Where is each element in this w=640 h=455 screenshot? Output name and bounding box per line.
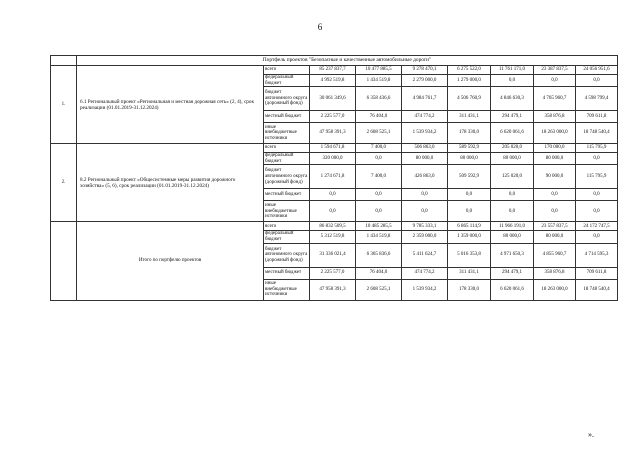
amount-cell: 506 863,0 <box>402 144 448 153</box>
amount-cell: 205 020,0 <box>491 144 534 153</box>
amount-cell: 6 275 522,0 <box>448 66 491 75</box>
amount-cell: 0,0 <box>402 201 448 222</box>
amount-cell: 509 592,9 <box>448 165 491 189</box>
amount-cell: 2 225 577,0 <box>310 111 356 123</box>
funding-table-body <box>51 56 618 301</box>
amount-cell: 85 237 837,7 <box>310 66 356 75</box>
funding-source: всего <box>264 222 310 231</box>
amount-cell: 125 020,0 <box>491 165 534 189</box>
amount-cell: 115 795,9 <box>576 165 618 189</box>
amount-cell: 1 434 519,8 <box>356 75 402 87</box>
table-row <box>51 144 618 153</box>
amount-cell: 1 594 671,8 <box>310 144 356 153</box>
amount-cell: 2 608 525,1 <box>356 279 402 300</box>
amount-cell: 80 000,0 <box>491 153 534 165</box>
amount-cell: 311 431,1 <box>448 111 491 123</box>
amount-cell: 0,0 <box>448 201 491 222</box>
amount-cell: 18 263 000,0 <box>534 123 576 144</box>
amount-cell: 294 479,1 <box>491 111 534 123</box>
amount-cell: 31 336 021,4 <box>310 243 356 267</box>
funding-source: местный бюджет <box>264 267 310 279</box>
funding-source: бюджет автономного округа (дорожный фонд) <box>264 87 310 111</box>
amount-cell: 0,0 <box>356 189 402 201</box>
amount-cell: 76 404,0 <box>356 111 402 123</box>
amount-cell: 6 358 436,6 <box>356 87 402 111</box>
amount-cell: 6 620 061,6 <box>491 279 534 300</box>
amount-cell: 1 434 519,8 <box>356 231 402 243</box>
amount-cell: 80 000,0 <box>402 153 448 165</box>
amount-cell: 76 404,0 <box>356 267 402 279</box>
portfolio-title: Портфель проектов "Безопасные и качественные автомобильные дороги" <box>77 56 618 66</box>
amount-cell: 47 958 391,3 <box>310 123 356 144</box>
amount-cell: 5 312 519,8 <box>310 231 356 243</box>
amount-cell: 4 714 595,3 <box>576 243 618 267</box>
table-row <box>51 66 618 75</box>
amount-cell: 6 365 836,6 <box>356 243 402 267</box>
amount-cell: 0,0 <box>576 231 618 243</box>
amount-cell: 115 795,9 <box>576 144 618 153</box>
amount-cell: 709 611,8 <box>576 111 618 123</box>
section-number: 1. <box>51 66 77 144</box>
amount-cell: 2 359 000,0 <box>402 231 448 243</box>
amount-cell: 294 479,1 <box>491 267 534 279</box>
amount-cell: 2 608 525,1 <box>356 123 402 144</box>
amount-cell: 0,0 <box>448 189 491 201</box>
funding-source: всего <box>264 144 310 153</box>
amount-cell: 4 992 519,8 <box>310 75 356 87</box>
funding-source: иные внебюджетные источники <box>264 279 310 300</box>
amount-cell: 709 611,8 <box>576 267 618 279</box>
amount-cell: 0,0 <box>491 201 534 222</box>
page-number: 6 <box>317 22 323 32</box>
amount-cell: 589 592,9 <box>448 144 491 153</box>
amount-cell: 80 000,0 <box>448 153 491 165</box>
amount-cell: 0,0 <box>402 189 448 201</box>
amount-cell: 0,0 <box>310 201 356 222</box>
amount-cell: 0,0 <box>576 189 618 201</box>
funding-source: федеральный бюджет <box>264 231 310 243</box>
amount-cell: 10 477 885,5 <box>356 66 402 75</box>
amount-cell: 80 000,0 <box>534 153 576 165</box>
funding-source: федеральный бюджет <box>264 153 310 165</box>
amount-cell: 18 748 540,4 <box>576 123 618 144</box>
amount-cell: 0,0 <box>576 201 618 222</box>
amount-cell: 0,0 <box>356 153 402 165</box>
amount-cell: 1 539 934,2 <box>402 279 448 300</box>
funding-table <box>50 55 618 301</box>
amount-cell: 178 330,0 <box>448 279 491 300</box>
section-number: 2. <box>51 144 77 222</box>
project-name: 8.2 Региональный проект «Общесистемные меры развития дорожного хозяйства» (5, 6), срок реализации (01.01.2019-31.12.2024) <box>77 144 264 222</box>
amount-cell: 80 000,0 <box>491 231 534 243</box>
amount-cell: 5 411 624,7 <box>402 243 448 267</box>
amount-cell: 86 832 509,5 <box>310 222 356 231</box>
amount-cell: 474 774,2 <box>402 267 448 279</box>
amount-cell: 426 863,0 <box>402 165 448 189</box>
section-number <box>51 222 77 300</box>
amount-cell: 0,0 <box>534 201 576 222</box>
funding-source: бюджет автономного округа (дорожный фонд) <box>264 243 310 267</box>
amount-cell: 0,0 <box>576 75 618 87</box>
funding-source: бюджет автономного округа (дорожный фонд) <box>264 165 310 189</box>
amount-cell: 358 876,8 <box>534 111 576 123</box>
amount-cell: 170 000,0 <box>534 144 576 153</box>
amount-cell: 0,0 <box>356 201 402 222</box>
funding-source: местный бюджет <box>264 189 310 201</box>
amount-cell: 10 485 285,5 <box>356 222 402 231</box>
amount-cell: 0,0 <box>576 153 618 165</box>
amount-cell: 6 620 061,6 <box>491 123 534 144</box>
amount-cell: 11 966 191,0 <box>491 222 534 231</box>
amount-cell: 4 855 960,7 <box>534 243 576 267</box>
amount-cell: 320 000,0 <box>310 153 356 165</box>
amount-cell: 178 330,0 <box>448 123 491 144</box>
amount-cell: 474 774,2 <box>402 111 448 123</box>
amount-cell: 18 263 000,0 <box>534 279 576 300</box>
amount-cell: 2 225 577,0 <box>310 267 356 279</box>
project-name: Итого по портфелю проектов <box>77 222 264 300</box>
amount-cell: 23 557 837,5 <box>534 222 576 231</box>
amount-cell: 23 387 837,5 <box>534 66 576 75</box>
amount-cell: 358 876,8 <box>534 267 576 279</box>
amount-cell: 9 785 333,1 <box>402 222 448 231</box>
funding-source: иные внебюджетные источники <box>264 201 310 222</box>
amount-cell: 80 000,0 <box>534 231 576 243</box>
funding-source: иные внебюджетные источники <box>264 123 310 144</box>
amount-cell: 4 598 799,4 <box>576 87 618 111</box>
amount-cell: 0,0 <box>491 189 534 201</box>
amount-cell: 24 172 747,5 <box>576 222 618 231</box>
amount-cell: 11 761 171,0 <box>491 66 534 75</box>
amount-cell: 24 056 951,6 <box>576 66 618 75</box>
amount-cell: 4 846 630,3 <box>491 87 534 111</box>
amount-cell: 4 506 760,9 <box>448 87 491 111</box>
amount-cell: 90 000,0 <box>534 165 576 189</box>
amount-cell: 0,0 <box>534 75 576 87</box>
amount-cell: 4 971 650,3 <box>491 243 534 267</box>
amount-cell: 30 061 349,6 <box>310 87 356 111</box>
project-name: 6.1 Региональный проект «Региональная и местная дорожная сеть» (2, 4), срок реализации (01.01.2019-31.12.2024) <box>77 66 264 144</box>
amount-cell: 311 431,1 <box>448 267 491 279</box>
amount-cell: 1 539 934,2 <box>402 123 448 144</box>
funding-source: федеральный бюджет <box>264 75 310 87</box>
amount-cell: 1 359 000,0 <box>448 231 491 243</box>
table-row <box>51 222 618 231</box>
amount-cell: 6 865 114,9 <box>448 222 491 231</box>
amount-cell: 4 984 761,7 <box>402 87 448 111</box>
amount-cell: 0,0 <box>491 75 534 87</box>
amount-cell: 5 016 353,8 <box>448 243 491 267</box>
funding-source: местный бюджет <box>264 111 310 123</box>
amount-cell: 7 400,0 <box>356 144 402 153</box>
amount-cell: 0,0 <box>310 189 356 201</box>
amount-cell: 47 958 391,3 <box>310 279 356 300</box>
funding-source: всего <box>264 66 310 75</box>
amount-cell: 1 279 000,0 <box>448 75 491 87</box>
amount-cell: 18 748 540,4 <box>576 279 618 300</box>
amount-cell: 2 279 000,0 <box>402 75 448 87</box>
amount-cell: 9 278 470,1 <box>402 66 448 75</box>
amount-cell: 1 274 671,8 <box>310 165 356 189</box>
amount-cell: 0,0 <box>534 189 576 201</box>
closing-mark: ». <box>588 430 594 439</box>
amount-cell: 7 400,0 <box>356 165 402 189</box>
amount-cell: 4 765 960,7 <box>534 87 576 111</box>
